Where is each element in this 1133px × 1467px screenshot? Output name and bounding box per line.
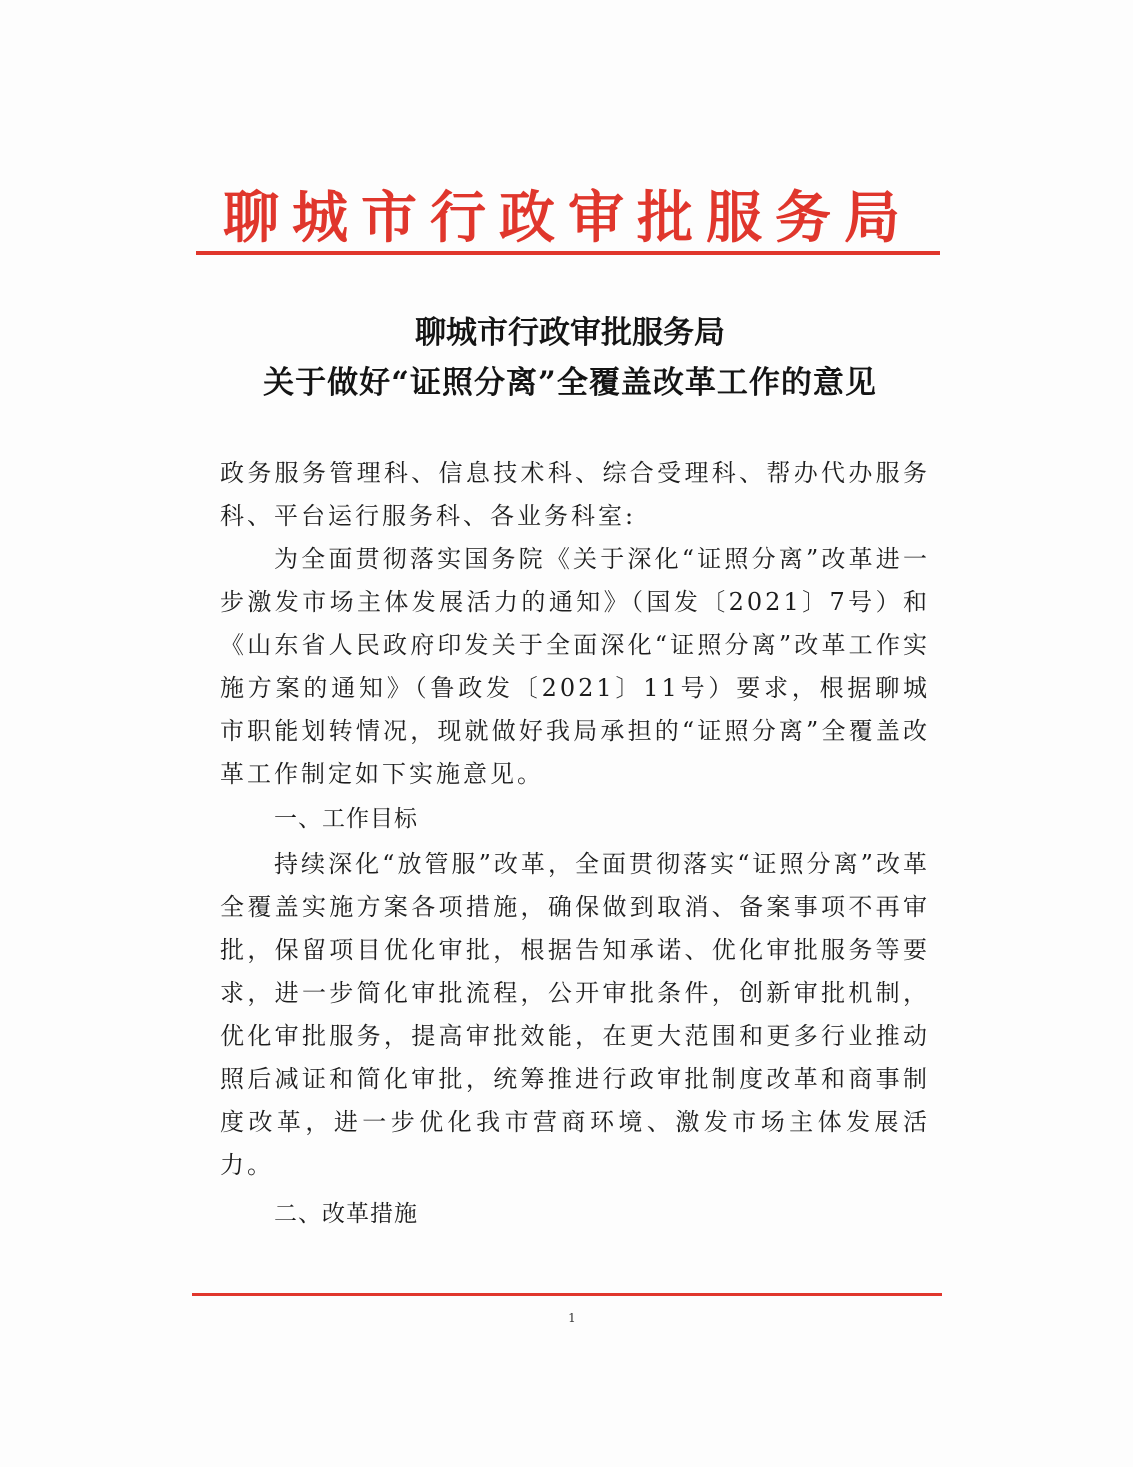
footer-red-rule	[192, 1293, 942, 1296]
section-heading-goals: 一、工作目标	[274, 806, 418, 832]
section-heading-measures: 二、改革措施	[274, 1201, 418, 1227]
document-title-line-2: 关于做好“证照分离”全覆盖改革工作的意见	[263, 365, 877, 401]
letterhead-red-rule	[196, 251, 940, 255]
addressees: 政务服务管理科、信息技术科、综合受理科、帮办代办服务科、平台运行服务科、各业务科室:	[220, 459, 930, 530]
document-body	[220, 452, 930, 1238]
document-title-line-1: 聊城市行政审批服务局	[415, 315, 725, 351]
section-paragraph-goals: 持续深化“放管服”改革，全面贯彻落实“证照分离”改革全覆盖实施方案各项措施，确保做到取消、备案事项不再审批，保留项目优化审批，根据告知承诺、优化审批服务等要求，进一步简化审批流程，公开审批条件，创新审批机制，优化审批服务，提高审批效能，在更大范围和更多行业推动照后减证和简化审批，统筹推进行政审批制度改革和商事制度改革，进一步优化我市营商环境、激发市场主体发展活力。	[220, 850, 930, 1179]
page-number: 1	[568, 1311, 576, 1325]
intro-paragraph: 为全面贯彻落实国务院《关于深化“证照分离”改革进一步激发市场主体发展活力的通知》（国发〔2021〕7号）和《山东省人民政府印发关于全面深化“证照分离”改革工作实施方案的通知》（鲁政发〔2021〕11号）要求，根据聊城市职能划转情况，现就做好我局承担的“证照分离”全覆盖改革工作制定如下实施意见。	[220, 545, 930, 788]
letterhead-title: 聊城市行政审批服务局	[223, 185, 913, 251]
